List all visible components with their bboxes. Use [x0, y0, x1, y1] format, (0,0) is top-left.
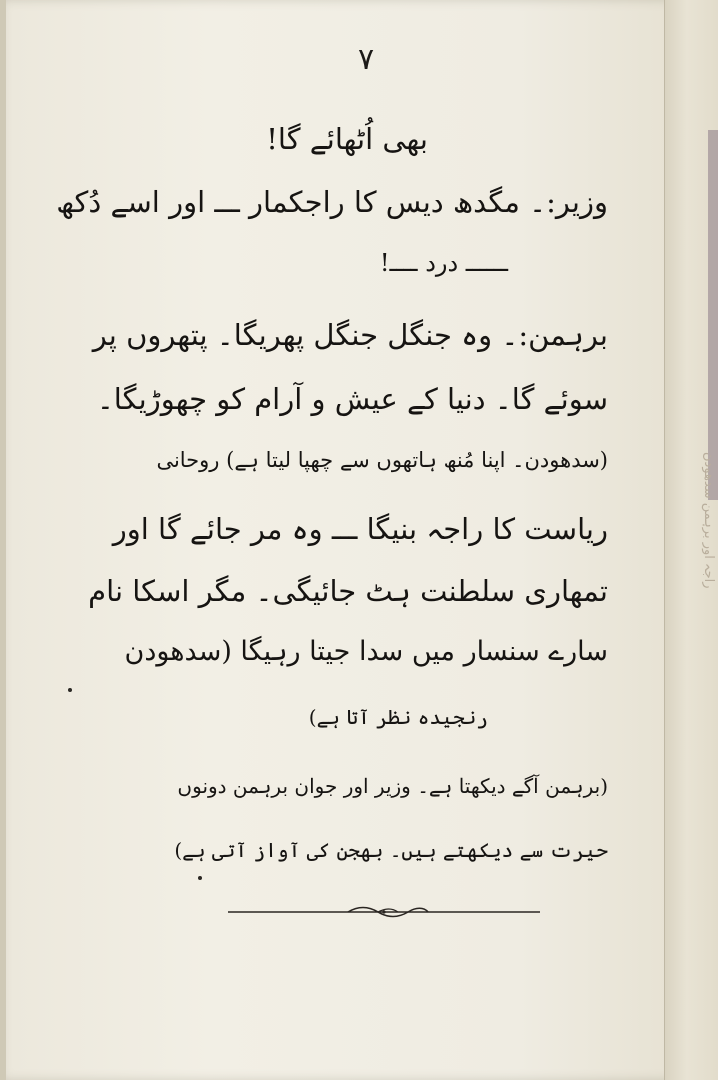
stage-direction-line: حیرت سے دیکھتے ہیں۔ بھجن کی آواز آتی ہے): [174, 838, 608, 862]
stage-direction-line: (سدھودن۔ اپنا مُنھ ہاتھوں سے چھپا لیتا ہے) روحانی: [156, 448, 608, 472]
running-head: راجہ اور برہمن سدھودن: [701, 451, 716, 589]
text-line: ریاست کا راجہ بنیگا ـــ وہ مر جائے گا اور: [112, 512, 608, 546]
text-line: ــــــ درد ــــ!: [379, 249, 508, 277]
book-page: [6, 0, 688, 1080]
text-line: بھی اُٹھائے گا!: [266, 122, 428, 156]
ornamental-rule: [228, 902, 540, 920]
stage-direction-line: رنجیدہ نظر آتا ہے): [308, 705, 488, 729]
text-line: برہمن:۔ وہ جنگل جنگل پھریگا۔ پتھروں پر: [92, 318, 608, 352]
text-line: تمھاری سلطنت ہٹ جائیگی۔ مگر اسکا نام: [88, 574, 608, 608]
page-number: ۷: [357, 42, 375, 77]
ink-speck: [68, 688, 72, 692]
text-line: سارے سنسار میں سدا جیتا رہیگا (سدھودن: [124, 636, 608, 667]
ink-speck: [198, 876, 202, 880]
text-line: سوئے گا۔ دنیا کے عیش و آرام کو چھوڑیگا۔: [96, 382, 608, 416]
stage-direction-line: (برہمن آگے دیکھتا ہے۔ وزیر اور جوان برہمن دونوں: [177, 774, 608, 798]
text-line: وزیر:۔ مگدھ دیس کا راجکمار ـــ اور اسے دُکھ: [56, 185, 608, 219]
